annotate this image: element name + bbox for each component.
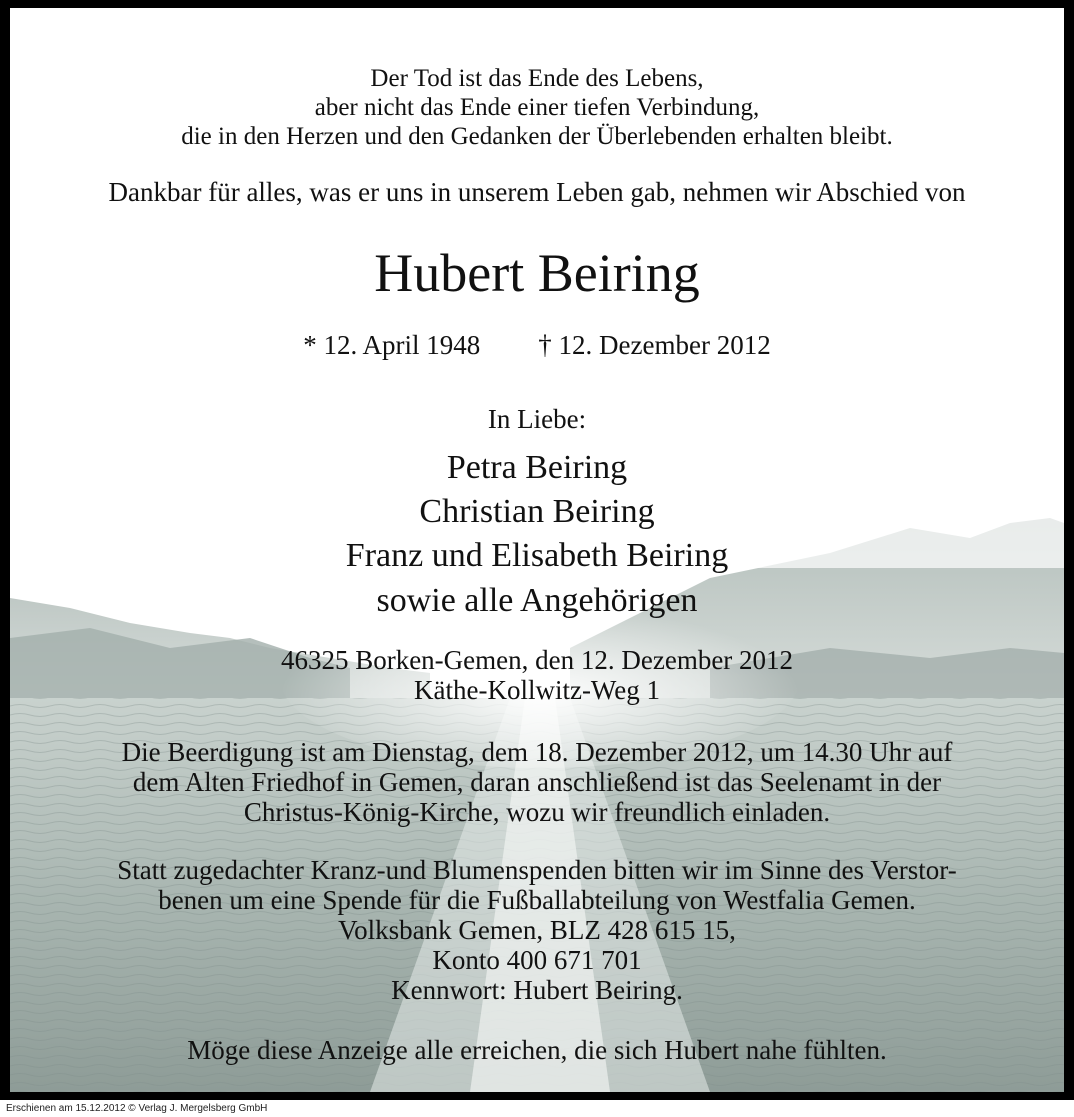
life-dates xyxy=(10,329,1064,361)
donation-line-2: benen um eine Spende für die Fußballabteilung von Westfalia Gemen. xyxy=(158,885,916,915)
funeral-line-3: Christus-König-Kirche, wozu wir freundlich einladen. xyxy=(243,797,831,827)
mourner-2: Christian Beiring xyxy=(419,493,655,530)
quote-line-3: die in den Herzen und den Gedanken der Überlebenden erhalten bleibt. xyxy=(181,123,893,150)
address-line-1: 46325 Borken-Gemen, den 12. Dezember 2012 xyxy=(280,645,794,675)
publication-footer: Erschienen am 15.12.2012 © Verlag J. Mergelsberg GmbH xyxy=(0,1100,1074,1117)
donation-line-3: Volksbank Gemen, BLZ 428 615 15, xyxy=(338,915,736,945)
funeral-line-1: Die Beerdigung ist am Dienstag, dem 18. Dezember 2012, um 14.30 Uhr auf xyxy=(121,737,953,767)
quote-line-1: Der Tod ist das Ende des Lebens, xyxy=(370,65,704,92)
deceased-name: Hubert Beiring xyxy=(374,243,700,303)
mourner-1: Petra Beiring xyxy=(446,449,628,486)
death-date: † 12. Dezember 2012 xyxy=(538,330,771,360)
mourners-heading: In Liebe: xyxy=(487,404,587,434)
quote-line-2: aber nicht das Ende einer tiefen Verbindung, xyxy=(314,94,760,121)
donation-line-4: Konto 400 671 701 xyxy=(432,945,642,975)
donation-line-1: Statt zugedachter Kranz-und Blumenspenden bitten wir im Sinne des Verstor- xyxy=(117,855,957,885)
closing-text: Möge diese Anzeige alle erreichen, die sich Hubert nahe fühlten. xyxy=(187,1035,887,1065)
birth-date: * 12. April 1948 xyxy=(303,330,481,360)
intro-text: Dankbar für alles, was er uns in unserem Leben gab, nehmen wir Abschied von xyxy=(108,177,966,207)
mourner-4: sowie alle Angehörigen xyxy=(376,582,698,619)
funeral-line-2: dem Alten Friedhof in Gemen, daran anschließend ist das Seelenamt in der xyxy=(132,767,942,797)
donation-line-5: Kennwort: Hubert Beiring. xyxy=(391,975,683,1005)
address-line-2: Käthe-Kollwitz-Weg 1 xyxy=(414,675,660,705)
mourner-3: Franz und Elisabeth Beiring xyxy=(345,537,729,574)
notice-body xyxy=(10,8,1064,1092)
